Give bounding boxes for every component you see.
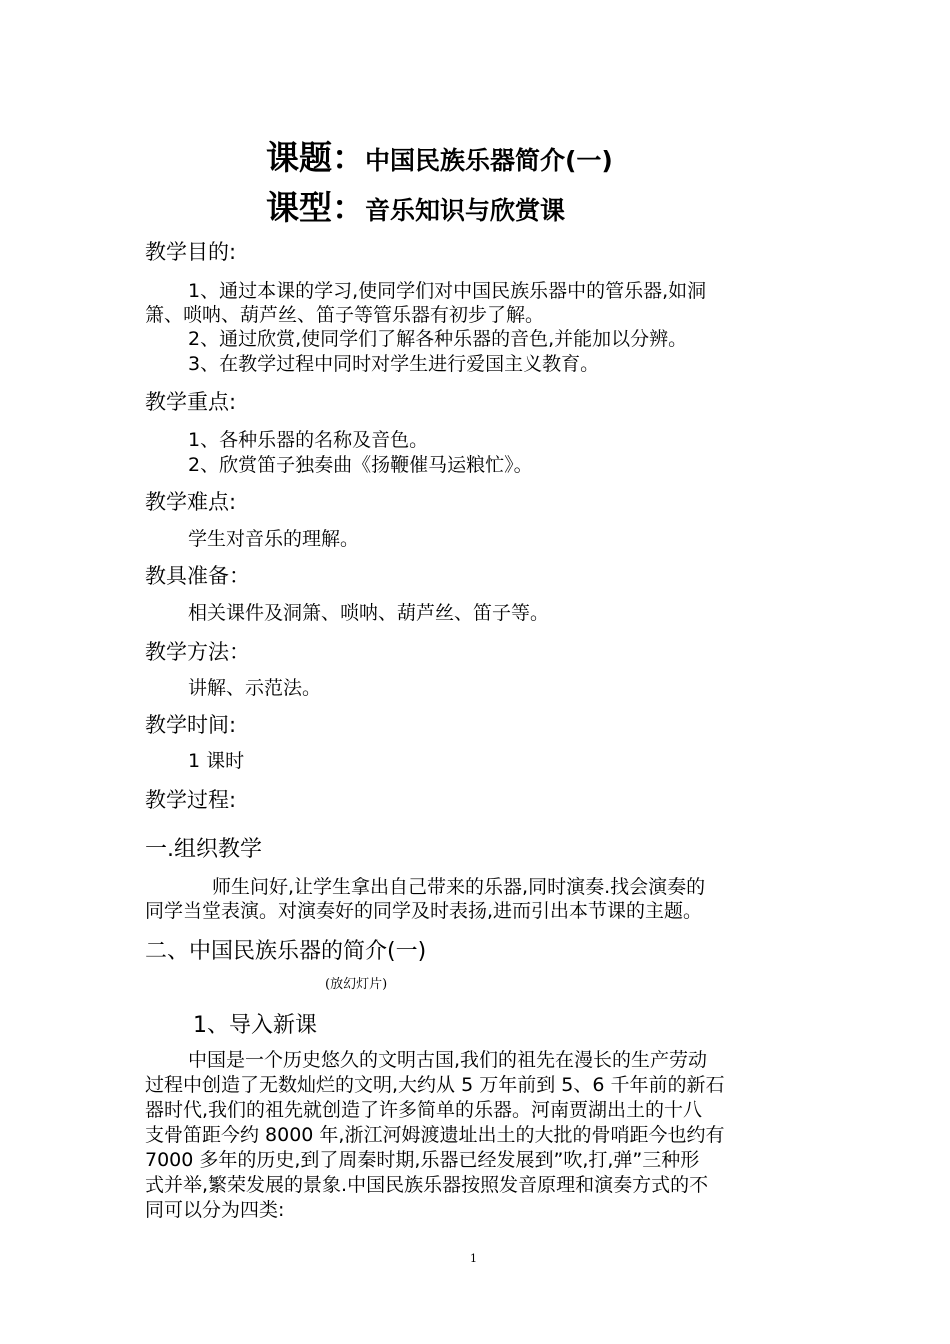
section-1-line: 师生问好,让学生拿出自己带来的乐器,同时演奏.找会演奏的: [212, 876, 706, 898]
section-1-heading: 一.组织教学: [145, 837, 262, 862]
objectives-heading: 教学目的:: [145, 240, 237, 264]
section-2-line: 器时代,我们的祖先就创造了许多简单的乐器。河南贾湖出土的十八: [145, 1099, 703, 1121]
section-1-line: 同学当堂表演。对演奏好的同学及时表扬,进而引出本节课的主题。: [145, 900, 703, 922]
objective-line: 箫、唢呐、葫芦丝、笛子等管乐器有初步了解。: [145, 304, 545, 326]
difficulties-heading: 教学难点:: [145, 490, 237, 514]
topic-label: 课题：: [266, 138, 365, 177]
difficulty-line: 学生对音乐的理解。: [188, 528, 360, 550]
type-label: 课型：: [266, 188, 365, 227]
methods-line: 讲解、示范法。: [188, 677, 322, 699]
topic-title: [266, 132, 613, 179]
slide-note: (放幻灯片): [325, 977, 388, 992]
methods-heading: 教学方法：: [145, 640, 250, 664]
section-2-line: 7000 多年的历史,到了周秦时期,乐器已经发展到”吹,打,弹”三种形: [145, 1149, 700, 1171]
materials-line: 相关课件及洞箫、唢呐、葫芦丝、笛子等。: [188, 602, 550, 624]
key-point-line: 1、各种乐器的名称及音色。: [188, 429, 429, 451]
section-2-heading: 二、中国民族乐器的简介(一): [145, 939, 427, 964]
section-2-line: 中国是一个历史悠久的文明古国,我们的祖先在漫长的生产劳动: [188, 1049, 708, 1071]
section-2-line: 同可以分为四类:: [145, 1199, 285, 1221]
topic-text: 中国民族乐器简介(一): [365, 146, 613, 175]
duration-heading: 教学时间:: [145, 713, 237, 737]
objective-line: 3、在教学过程中同时对学生进行爱国主义教育。: [188, 353, 600, 375]
duration-line: 1 课时: [188, 750, 245, 772]
process-heading: 教学过程:: [145, 788, 237, 812]
section-2-line: 过程中创造了无数灿烂的文明,大约从 5 万年前到 5、6 千年前的新石: [145, 1074, 725, 1096]
objective-line: 1、通过本课的学习,使同学们对中国民族乐器中的管乐器,如洞: [188, 280, 707, 302]
page-number: 1: [470, 1252, 477, 1265]
type-text: 音乐知识与欣赏课: [365, 196, 566, 225]
section-2-line: 支骨笛距今约 8000 年,浙江河姆渡遗址出土的大批的骨哨距今也约有: [145, 1124, 725, 1146]
objective-line: 2、通过欣赏,使同学们了解各种乐器的音色,并能加以分辨。: [188, 328, 688, 350]
section-2-subheading: 1、导入新课: [193, 1013, 317, 1038]
key-points-heading: 教学重点:: [145, 390, 237, 414]
materials-heading: 教具准备：: [145, 564, 250, 588]
section-2-line: 式并举,繁荣发展的景象.中国民族乐器按照发音原理和演奏方式的不: [145, 1174, 709, 1196]
lesson-type-title: [266, 182, 565, 229]
key-point-line: 2、欣赏笛子独奏曲《扬鞭催马运粮忙》。: [188, 454, 533, 476]
